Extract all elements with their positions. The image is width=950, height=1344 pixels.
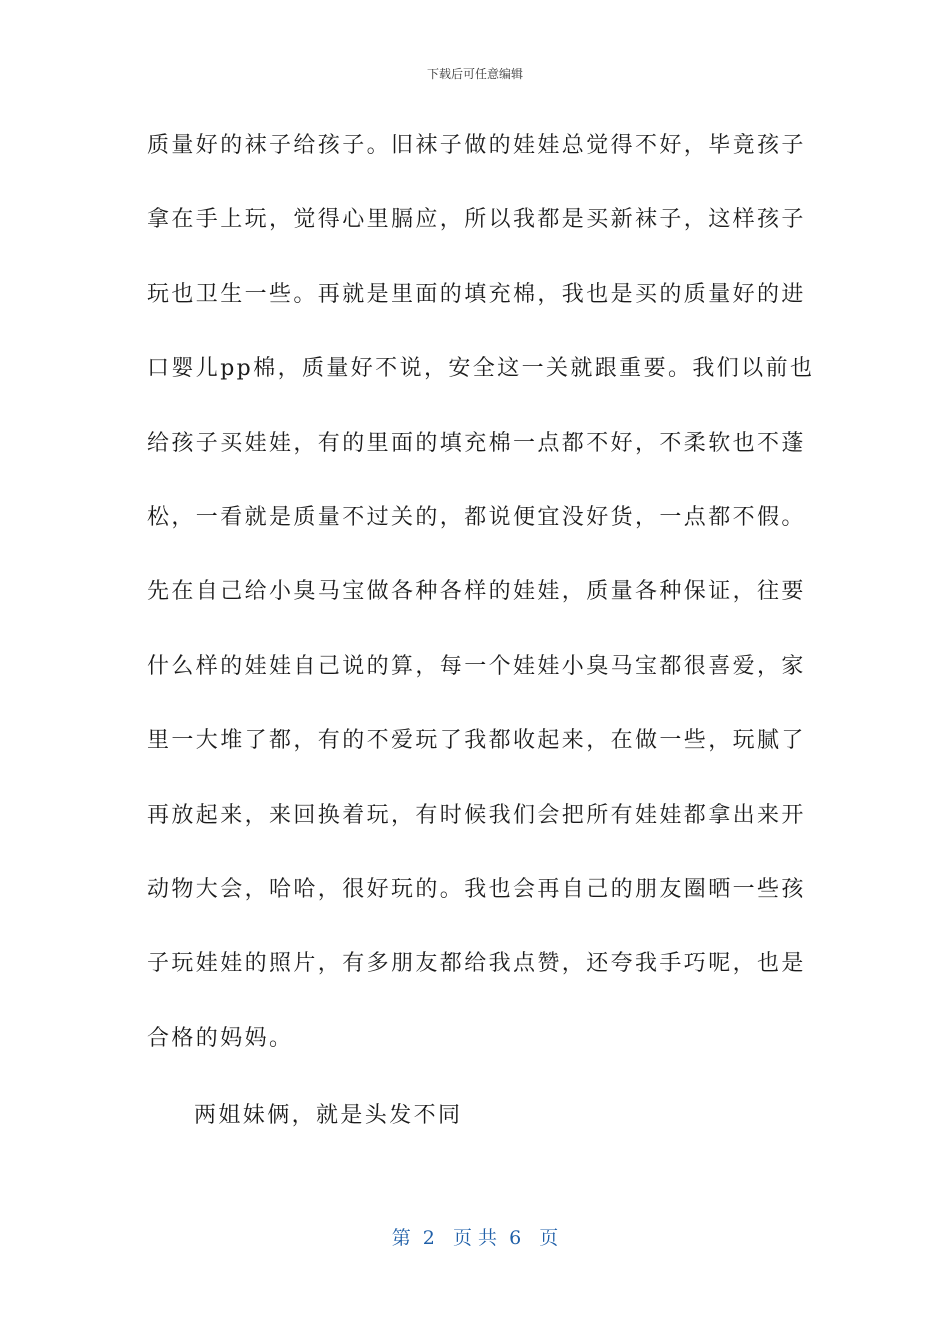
text-line: 先在自己给小臭马宝做各种各样的娃娃，质量各种保证，往要 [147,579,806,605]
page-number-footer: 第 2 页 共 6 页 [391,1227,559,1249]
text-line: 什么样的娃娃自己说的算，每一个娃娃小臭马宝都很喜爱，家 [147,653,806,679]
text-line: 松，一看就是质量不过关的，都说便宜没好货，一点都不假。 [147,504,806,530]
sub-paragraph: 两姐妹俩，就是头发不同 [194,1103,463,1128]
text-line: 动物大会，哈哈，很好玩的。我也会再自己的朋友圈晒一些孩 [147,876,806,902]
text-line: 给孩子买娃娃，有的里面的填充棉一点都不好，不柔软也不蓬 [147,430,806,456]
text-line: 子玩娃娃的照片，有多朋友都给我点赞，还夸我手巧呢，也是 [147,951,806,977]
text-line: 玩也卫生一些。再就是里面的填充棉，我也是买的质量好的进 [147,281,806,307]
page-header-note: 下载后可任意编辑 [426,67,523,81]
body-paragraph [147,124,815,1091]
text-line: 再放起来，来回换着玩，有时候我们会把所有娃娃都拿出来开 [147,802,806,828]
text-line: 质量好的袜子给孩子。旧袜子做的娃娃总觉得不好，毕竟孩子 [147,133,806,158]
text-line: 合格的妈妈。 [147,1025,294,1051]
text-line: 里一大堆了都，有的不爱玩了我都收起来，在做一些，玩腻了 [147,728,806,754]
text-line: 拿在手上玩，觉得心里膈应，所以我都是买新袜子，这样孩子 [147,207,806,233]
text-line: 口婴儿pp棉，质量好不说，安全这一关就跟重要。我们以前也 [147,356,815,382]
